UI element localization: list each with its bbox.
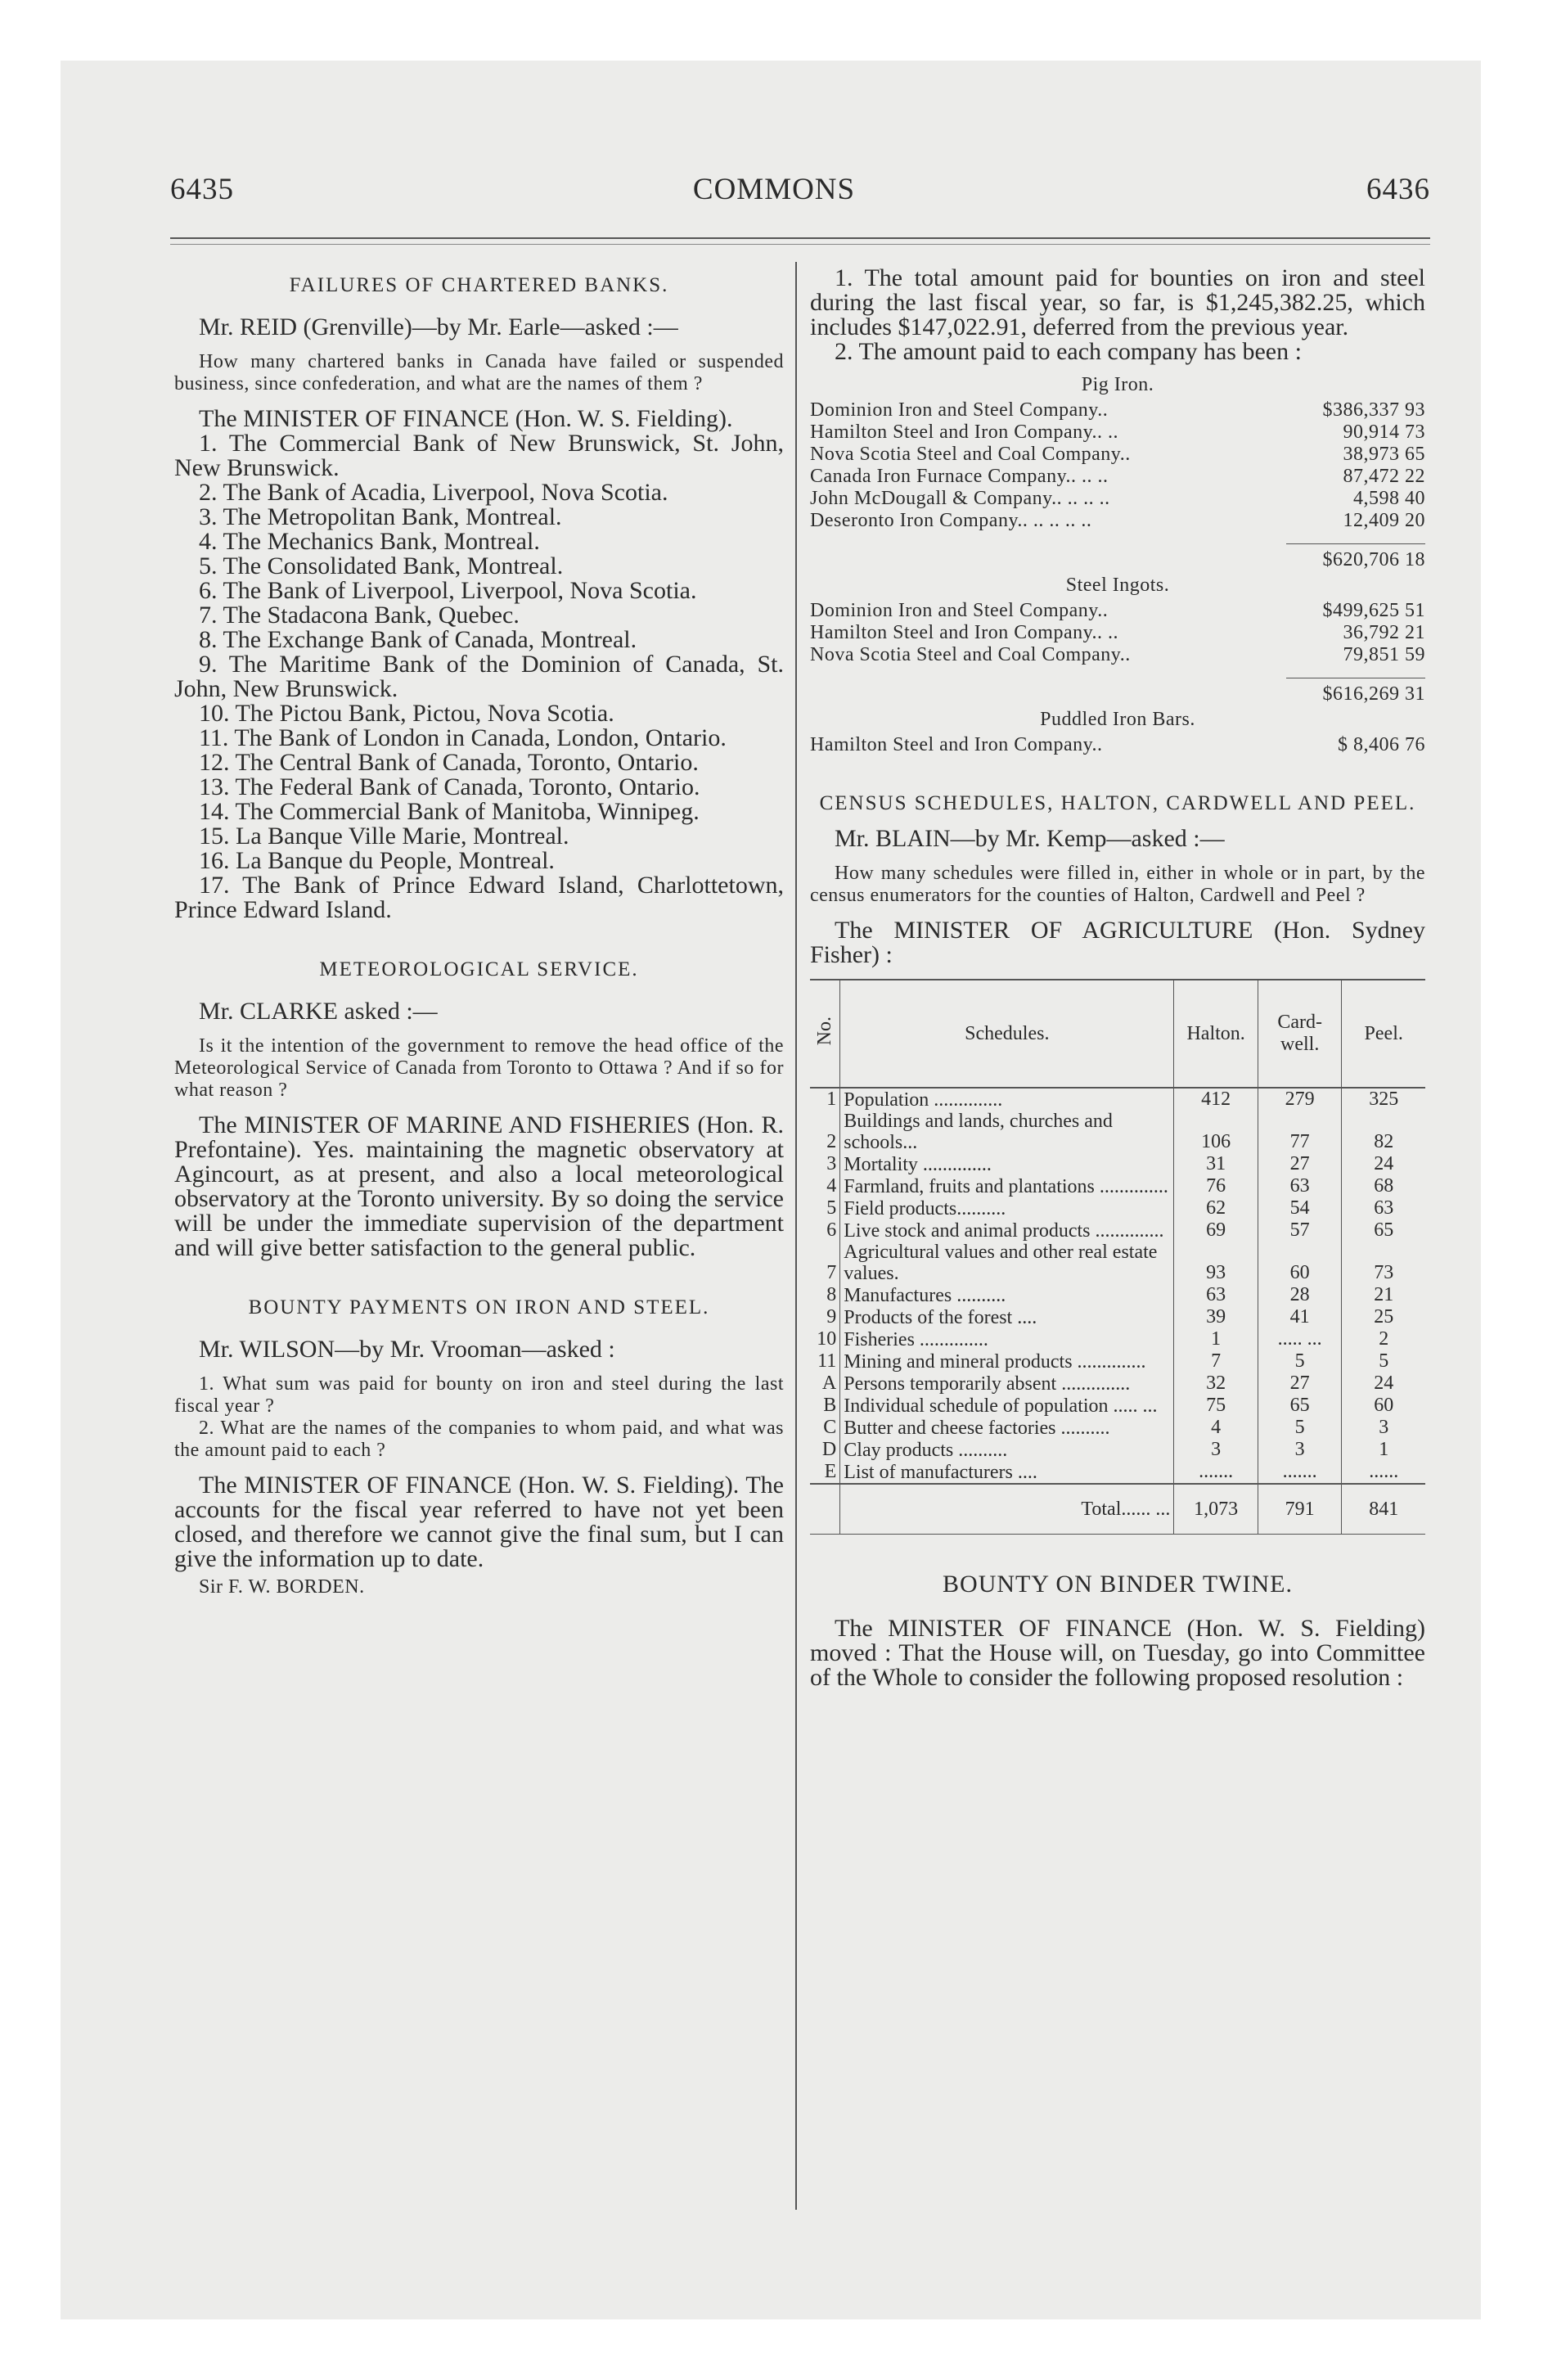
table-row [810, 1417, 1425, 1439]
column-header-peel: Peel. [1342, 980, 1425, 1088]
page-number-right: 6436 [1366, 173, 1430, 206]
cell-halton: 3 [1174, 1439, 1258, 1461]
company-name: Nova Scotia Steel and Coal Company.. [810, 644, 1131, 665]
bank-list-item: 1. The Commercial Bank of New Brunswick, St. John, New Brunswick. [174, 430, 784, 481]
subtotal-rule [1286, 543, 1425, 544]
census-schedules-table [810, 979, 1425, 1535]
question-text-failures: How many chartered banks in Canada have failed or suspended business, since confederation, and what are the names of them ? [174, 351, 784, 394]
table-row [810, 1328, 1425, 1350]
ledger-total-pig-iron: $620,706 18 [1322, 549, 1425, 570]
cell-peel: 1 [1379, 1439, 1389, 1460]
cell-halton: 62 [1174, 1197, 1258, 1219]
bank-list-item: 5. The Consolidated Bank, Montreal. [199, 552, 564, 579]
total-cardwell: 791 [1258, 1484, 1342, 1535]
table-header-row [810, 980, 1425, 1088]
table-row [810, 1461, 1425, 1484]
company-name: John McDougall & Company.. .. .. .. [810, 488, 1110, 509]
table-row [810, 1395, 1425, 1417]
cell-peel: 3 [1379, 1417, 1389, 1438]
cell-cardwell: 77 [1258, 1111, 1342, 1153]
cell-peel: 325 [1369, 1089, 1399, 1110]
table-row [810, 1153, 1425, 1175]
amount: $386,337 93 [1322, 399, 1425, 421]
failed-banks-list [174, 431, 784, 922]
row-number: 7 [810, 1242, 840, 1284]
ledger-row [810, 399, 1425, 421]
amount: 90,914 73 [1343, 421, 1425, 443]
cell-peel: ...... [1369, 1461, 1399, 1482]
amount: 12,409 20 [1343, 510, 1425, 531]
ledger-row [810, 421, 1425, 444]
cell-cardwell: 279 [1258, 1088, 1342, 1111]
cell-halton: ....... [1174, 1461, 1258, 1484]
section-heading-failures: FAILURES OF CHARTERED BANKS. [289, 274, 669, 296]
table-row [810, 1111, 1425, 1153]
question-text-meteorological: Is it the intention of the government to remove the head office of the Meteorological Service of Canada from Toronto to Ottawa ? And if so for what reason ? [174, 1035, 784, 1101]
spacer [174, 922, 784, 950]
spacer [810, 756, 1425, 784]
table-row [810, 1219, 1425, 1242]
cell-peel: 5 [1379, 1350, 1389, 1372]
row-label: Buildings and lands, churches and schools... [840, 1111, 1174, 1153]
bounty-ledger [810, 374, 1425, 756]
column-header-cardwell: Card-well. [1258, 980, 1342, 1088]
row-number: 6 [810, 1219, 840, 1242]
cell-cardwell: 3 [1258, 1439, 1342, 1461]
question-speaker-blain: Mr. BLAIN—by Mr. Kemp—asked :— [835, 825, 1225, 852]
answer-intro-finance: The MINISTER OF FINANCE (Hon. W. S. Fielding). [199, 405, 733, 432]
total-peel: 841 [1342, 1484, 1425, 1535]
row-label: Field products.......... [840, 1197, 1174, 1219]
running-header: COMMONS [692, 173, 856, 206]
cell-cardwell: ..... ... [1258, 1328, 1342, 1350]
cell-cardwell: 27 [1258, 1153, 1342, 1175]
bank-list-item: 12. The Central Bank of Canada, Toronto, Ontario. [199, 749, 699, 776]
bank-list-item: 8. The Exchange Bank of Canada, Montreal. [199, 626, 637, 653]
column-header-halton: Halton. [1174, 980, 1258, 1088]
amount: $499,625 51 [1322, 600, 1425, 621]
amount: 79,851 59 [1343, 644, 1425, 665]
cell-halton: 7 [1174, 1350, 1258, 1373]
cell-peel: 73 [1374, 1262, 1394, 1283]
amount: 36,792 21 [1343, 622, 1425, 643]
total-halton: 1,073 [1174, 1484, 1258, 1535]
amount: 4,598 40 [1353, 488, 1425, 509]
cell-halton: 106 [1174, 1111, 1258, 1153]
row-label: Butter and cheese factories .......... [840, 1417, 1174, 1439]
question-speaker-wilson: Mr. WILSON—by Mr. Vrooman—asked : [199, 1336, 615, 1363]
question-speaker-reid: Mr. REID (Grenville)—by Mr. Earle—asked :— [199, 313, 678, 340]
column-divider [795, 262, 797, 2210]
column-header-no: No. [810, 980, 840, 1088]
cell-halton: 63 [1174, 1284, 1258, 1306]
cell-cardwell: 41 [1258, 1306, 1342, 1328]
amount: 38,973 65 [1343, 444, 1425, 465]
company-name: Hamilton Steel and Iron Company.. .. [810, 622, 1119, 643]
ledger-subheading-steel-ingots: Steel Ingots. [1065, 575, 1170, 596]
row-label: Fisheries .............. [840, 1328, 1174, 1350]
row-label: Mining and mineral products .............. [840, 1350, 1174, 1373]
ledger-subheading-pig-iron: Pig Iron. [1081, 374, 1154, 395]
cell-halton: 69 [1174, 1219, 1258, 1242]
table-row [810, 1175, 1425, 1197]
row-number: A [810, 1373, 840, 1395]
bank-list-item: 10. The Pictou Bank, Pictou, Nova Scotia. [199, 700, 614, 727]
table-row [810, 1373, 1425, 1395]
table-row [810, 1439, 1425, 1461]
next-speaker: Sir F. W. BORDEN. [199, 1576, 365, 1598]
row-label: Mortality .............. [840, 1153, 1174, 1175]
row-number: 2 [810, 1111, 840, 1153]
question-text-census: How many schedules were filled in, either in whole or in part, by the census enumerators for the counties of Halton, Cardwell and Peel ? [810, 863, 1425, 906]
amount: $ 8,406 76 [1338, 734, 1425, 755]
company-name: Canada Iron Furnace Company.. .. .. [810, 466, 1109, 487]
ledger-row [810, 444, 1425, 466]
question-text-bounty-1: 1. What sum was paid for bounty on iron and steel during the last fiscal year ? [174, 1373, 784, 1417]
row-label: Clay products .......... [840, 1439, 1174, 1461]
table-row [810, 1350, 1425, 1373]
cell-halton: 1 [1174, 1328, 1258, 1350]
cell-halton: 32 [1174, 1373, 1258, 1395]
row-number: B [810, 1395, 840, 1417]
table-row [810, 1284, 1425, 1306]
section-heading-census: CENSUS SCHEDULES, HALTON, CARDWELL AND PEEL. [819, 792, 1416, 814]
page-number-left: 6435 [170, 173, 234, 206]
cell-cardwell: 28 [1258, 1284, 1342, 1306]
header-rule-secondary [170, 244, 1430, 245]
bank-list-item: 3. The Metropolitan Bank, Montreal. [199, 503, 562, 530]
question-speaker-clarke: Mr. CLARKE asked :— [199, 998, 438, 1025]
question-text-bounty-2: 2. What are the names of the companies to whom paid, and what was the amount paid to each ? [174, 1418, 784, 1461]
ledger-row [810, 622, 1425, 644]
header-rule [170, 237, 1430, 239]
cell-cardwell: 54 [1258, 1197, 1342, 1219]
answer-company-amounts-intro: 2. The amount paid to each company has been : [835, 338, 1302, 365]
row-number: 1 [810, 1088, 840, 1111]
cell-halton: 39 [1174, 1306, 1258, 1328]
row-number: 9 [810, 1306, 840, 1328]
company-name: Hamilton Steel and Iron Company.. .. [810, 421, 1119, 443]
cell-cardwell: ....... [1258, 1461, 1342, 1484]
cell-cardwell: 5 [1258, 1417, 1342, 1439]
row-label: List of manufacturers .... [840, 1461, 1174, 1484]
spacer [810, 1535, 1425, 1562]
ledger-row [810, 510, 1425, 532]
cell-peel: 24 [1374, 1153, 1394, 1174]
row-number: 8 [810, 1284, 840, 1306]
ledger-row [810, 734, 1425, 756]
cell-halton: 75 [1174, 1395, 1258, 1417]
cell-cardwell: 60 [1258, 1242, 1342, 1284]
section-heading-binder-twine: BOUNTY ON BINDER TWINE. [943, 1571, 1293, 1598]
bank-list-item: 13. The Federal Bank of Canada, Toronto, Ontario. [199, 773, 700, 800]
amount: 87,472 22 [1343, 466, 1425, 487]
answer-total-bounties: 1. The total amount paid for bounties on iron and steel during the last fiscal year, so far, is $1,245,382.25, which includes $147,022.91, deferred from the previous year. [810, 264, 1425, 340]
company-name: Deseronto Iron Company.. .. .. .. .. [810, 510, 1092, 531]
company-name: Nova Scotia Steel and Coal Company.. [810, 444, 1131, 465]
spacer [174, 1260, 784, 1288]
total-label: Total...... ... [840, 1484, 1174, 1535]
cell-peel: 60 [1374, 1395, 1394, 1416]
row-number: 3 [810, 1153, 840, 1175]
section-heading-bounty-payments: BOUNTY PAYMENTS ON IRON AND STEEL. [248, 1296, 710, 1318]
answer-text-finance-bounty: The MINISTER OF FINANCE (Hon. W. S. Fielding). The accounts for the fiscal year referred to have not yet been closed, and therefore we cannot give the final sum, but I can give the information up to date. [174, 1472, 784, 1572]
row-number: 10 [810, 1328, 840, 1350]
cell-peel: 82 [1374, 1131, 1394, 1152]
table-total-row [810, 1484, 1425, 1535]
cell-cardwell: 63 [1258, 1175, 1342, 1197]
row-number: E [810, 1461, 840, 1484]
bank-list-item: 14. The Commercial Bank of Manitoba, Winnipeg. [199, 798, 700, 825]
cell-peel: 25 [1374, 1306, 1394, 1327]
table-row [810, 1306, 1425, 1328]
company-name: Dominion Iron and Steel Company.. [810, 399, 1109, 421]
answer-text-marine: The MINISTER OF MARINE AND FISHERIES (Hon. R. Prefontaine). Yes. maintaining the magnetic observatory at Agincourt, as at present, and also a local meteorological observatory at the Toronto university. By so doing the service will be under the immediate supervision of the department and will give better satisfaction to the general public. [174, 1111, 784, 1261]
bank-list-item: 2. The Bank of Acadia, Liverpool, Nova Scotia. [199, 479, 668, 506]
row-label: Persons temporarily absent .............. [840, 1373, 1174, 1395]
binder-twine-motion-text: The MINISTER OF FINANCE (Hon. W. S. Fielding) moved : That the House will, on Tuesday, go into Committee of the Whole to consider the following proposed resolution : [810, 1615, 1425, 1691]
ledger-row [810, 600, 1425, 622]
right-column [810, 266, 1425, 1690]
section-heading-meteorological: METEOROLOGICAL SERVICE. [319, 958, 639, 980]
row-label: Agricultural values and other real estate values. [840, 1242, 1174, 1284]
cell-peel: 63 [1374, 1197, 1394, 1219]
ledger-total-steel-ingots: $616,269 31 [1322, 683, 1425, 705]
ledger-row [810, 466, 1425, 488]
cell-halton: 93 [1174, 1242, 1258, 1284]
row-label: Population .............. [840, 1088, 1174, 1111]
row-label: Farmland, fruits and plantations .............. [840, 1175, 1174, 1197]
cell-peel: 21 [1374, 1284, 1394, 1305]
cell-cardwell: 5 [1258, 1350, 1342, 1373]
table-row [810, 1242, 1425, 1284]
bank-list-item: 11. The Bank of London in Canada, London, Ontario. [199, 724, 727, 751]
cell-halton: 412 [1174, 1088, 1258, 1111]
bank-list-item: 4. The Mechanics Bank, Montreal. [199, 528, 540, 555]
cell-halton: 4 [1174, 1417, 1258, 1439]
cell-cardwell: 57 [1258, 1219, 1342, 1242]
row-number: D [810, 1439, 840, 1461]
cell-peel: 65 [1374, 1219, 1394, 1241]
bank-list-item: 17. The Bank of Prince Edward Island, Charlottetown, Prince Edward Island. [174, 872, 784, 923]
row-number [810, 1484, 840, 1535]
cell-peel: 24 [1374, 1373, 1394, 1394]
cell-cardwell: 27 [1258, 1373, 1342, 1395]
cell-peel: 68 [1374, 1175, 1394, 1197]
company-name: Hamilton Steel and Iron Company.. [810, 734, 1103, 755]
row-number: 11 [810, 1350, 840, 1373]
column-header-schedules: Schedules. [840, 980, 1174, 1088]
answer-intro-agriculture: The MINISTER OF AGRICULTURE (Hon. Sydney Fisher) : [810, 917, 1425, 968]
ledger-row [810, 644, 1425, 666]
row-label: Manufactures .......... [840, 1284, 1174, 1306]
row-label: Products of the forest .... [840, 1306, 1174, 1328]
cell-halton: 76 [1174, 1175, 1258, 1197]
bank-list-item: 9. The Maritime Bank of the Dominion of Canada, St. John, New Brunswick. [174, 651, 784, 702]
bank-list-item: 6. The Bank of Liverpool, Liverpool, Nova Scotia. [199, 577, 697, 604]
cell-halton: 31 [1174, 1153, 1258, 1175]
ledger-subheading-puddled-bars: Puddled Iron Bars. [1040, 709, 1195, 730]
row-number: 5 [810, 1197, 840, 1219]
company-name: Dominion Iron and Steel Company.. [810, 600, 1109, 621]
bank-list-item: 7. The Stadacona Bank, Quebec. [199, 602, 520, 629]
cell-peel: 2 [1379, 1328, 1389, 1350]
row-label: Live stock and animal products .............. [840, 1219, 1174, 1242]
row-number: C [810, 1417, 840, 1439]
table-row [810, 1088, 1425, 1111]
table-row [810, 1197, 1425, 1219]
cell-cardwell: 65 [1258, 1395, 1342, 1417]
bank-list-item: 15. La Banque Ville Marie, Montreal. [199, 823, 569, 850]
left-column [174, 266, 784, 1610]
row-number: 4 [810, 1175, 840, 1197]
bank-list-item: 16. La Banque du People, Montreal. [199, 847, 555, 874]
row-label: Individual schedule of population ..... ... [840, 1395, 1174, 1417]
ledger-row [810, 488, 1425, 510]
